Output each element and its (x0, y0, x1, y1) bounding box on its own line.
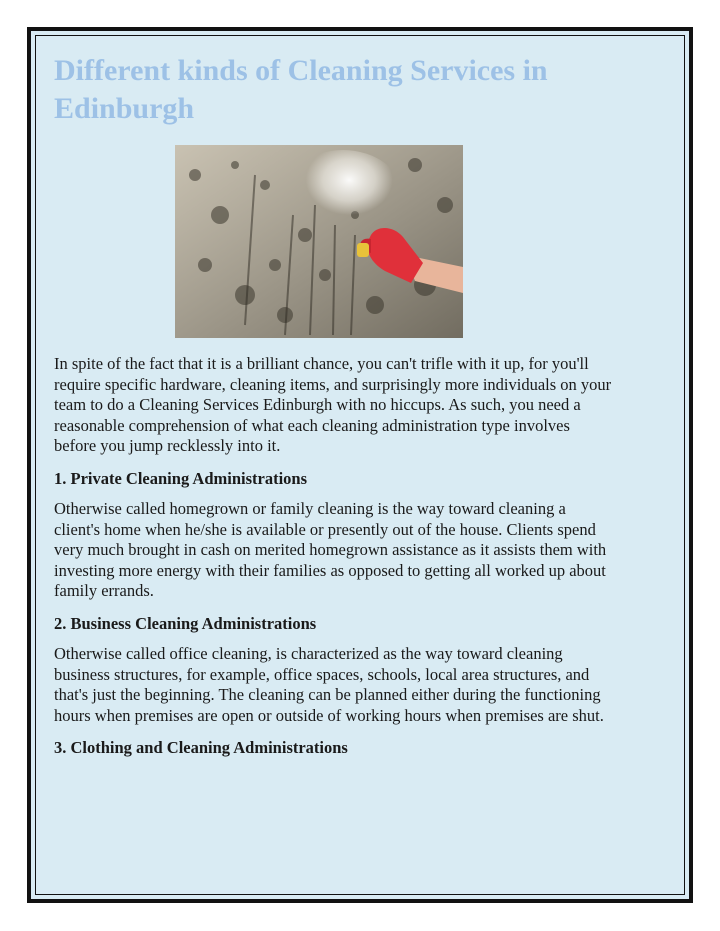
section-heading-clothing: 3. Clothing and Cleaning Administrations (54, 738, 348, 757)
section-heading-private: 1. Private Cleaning Administrations (54, 468, 308, 488)
section-heading-business: 2. Business Cleaning Administrations (54, 613, 317, 633)
intro-paragraph: In spite of the fact that it is a brilliant chance, you can't trifle with it up, for you'll require specific hardware, cleaning items, and surprisingly more individuals on your team to do a Cleaning Services Edinburgh with no hiccups. As such, you need a reasonable comprehension of what each cleaning administration type involves before you jump recklessly into it. (54, 354, 612, 455)
cleaning-photo (175, 145, 463, 338)
section-body-business: Otherwise called office cleaning, is characterized as the way toward cleaning business structures, for example, office spaces, schools, local area structures, and that's just the beginning. The cleaning can be planned either during the functioning hours when premises are open or outside of working hours when premises are shut. (54, 644, 604, 725)
document-content (54, 52, 614, 759)
document-title: Different kinds of Cleaning Services in Edinburgh (54, 54, 548, 125)
section-body-private: Otherwise called homegrown or family cleaning is the way toward cleaning a client's home when he/she is available or presently out of the house. Clients spend very much brought in cash on merited homegrown assistance as it assists them with investing more energy with their families as opposed to getting all worked up about family errands. (54, 499, 607, 600)
cleaning-photo-illustration (175, 145, 463, 338)
